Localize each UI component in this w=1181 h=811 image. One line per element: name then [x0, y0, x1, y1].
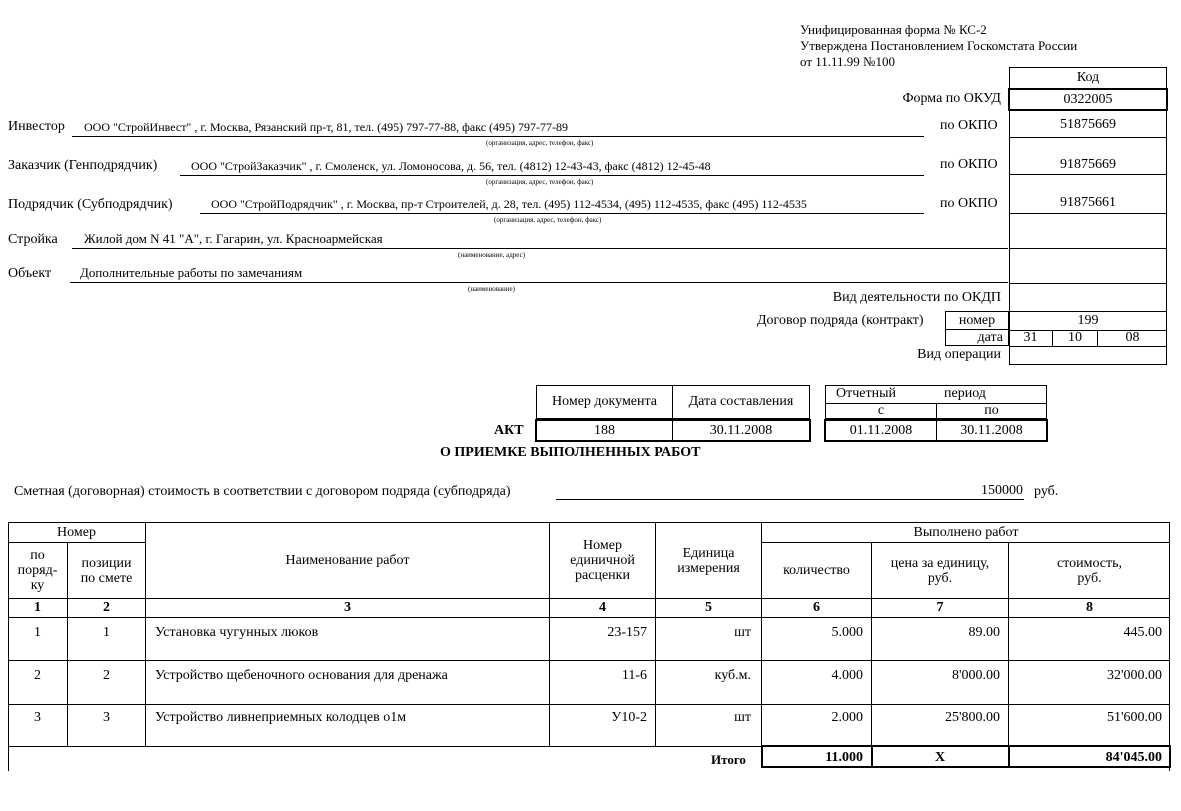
contractor-hint: (организация, адрес, телефон, факс) — [494, 216, 602, 224]
estimate-label: Сметная (договорная) стоимость в соответствии с договором подряда (субподряда) — [14, 484, 511, 499]
contract-label: Договор подряда (контракт) — [757, 313, 924, 328]
period-from: 01.11.2008 — [849, 422, 913, 438]
total-cost: 84'045.00 — [1105, 750, 1162, 765]
okpo-label-contractor: по ОКПО — [940, 196, 998, 211]
contract-date-month: 10 — [1068, 330, 1082, 345]
okud-value: 0322005 — [1063, 91, 1113, 107]
th-position: позиции по смете — [80, 555, 133, 586]
colnum: 6 — [813, 600, 820, 615]
site-label: Стройка — [8, 232, 58, 247]
investor-label: Инвестор — [8, 119, 65, 134]
row-name: Устройство ливнеприемных колодцев о1м — [155, 710, 407, 725]
row-name: Установка чугунных люков — [155, 625, 319, 640]
form-title: Унифицированная форма № КС-2 — [800, 22, 987, 37]
th-cost: стоимость, руб. — [1056, 555, 1123, 586]
total-price: Х — [934, 750, 946, 765]
okud-label: Форма по ОКУД — [902, 91, 1001, 106]
total-label: Итого — [711, 752, 746, 767]
period-to-label: по — [984, 403, 999, 418]
customer-okpo: 91875669 — [1060, 157, 1116, 172]
row-rate: 11-6 — [621, 668, 647, 683]
row-qty: 4.000 — [831, 668, 863, 683]
th-number: Номер — [57, 524, 96, 540]
contractor-label: Подрядчик (Субподрядчик) — [8, 197, 173, 212]
row-position: 1 — [103, 625, 110, 640]
doc-number-header: Номер документа — [551, 394, 658, 409]
colnum: 2 — [103, 600, 110, 615]
row-cost: 32'000.00 — [1106, 668, 1162, 683]
contract-number: 199 — [1077, 312, 1099, 328]
period-label-2: период — [944, 386, 986, 401]
number-label: номер — [958, 312, 996, 328]
row-position: 2 — [103, 668, 110, 683]
colnum: 3 — [344, 600, 351, 615]
row-position: 3 — [103, 710, 110, 725]
row-price: 89.00 — [968, 625, 1000, 640]
investor-okpo: 51875669 — [1060, 117, 1116, 132]
estimate-unit: руб. — [1034, 484, 1059, 499]
act-title: О ПРИЕМКЕ ВЫПОЛНЕННЫХ РАБОТ — [440, 445, 701, 460]
contractor-okpo: 91875661 — [1060, 195, 1116, 210]
colnum: 4 — [599, 600, 606, 615]
operation-label: Вид операции — [917, 347, 1001, 362]
row-unit: шт — [734, 710, 751, 725]
object-label: Объект — [8, 266, 52, 281]
colnum: 7 — [936, 600, 944, 615]
code-header: Код — [1076, 70, 1100, 85]
row-rate: 23-157 — [607, 625, 647, 640]
period-to: 30.11.2008 — [960, 422, 1023, 438]
th-price: цена за единицу, руб. — [890, 555, 990, 586]
contract-date-year: 08 — [1125, 330, 1140, 345]
th-unit: Единица измерения — [677, 545, 740, 576]
colnum: 8 — [1086, 600, 1093, 615]
contract-date-day: 31 — [1023, 330, 1038, 345]
row-price: 25'800.00 — [944, 710, 1000, 725]
row-cost: 445.00 — [1123, 625, 1162, 640]
object-hint: (наименование) — [468, 285, 515, 293]
colnum: 5 — [705, 600, 712, 615]
th-rate: Номер единичной расценки — [570, 538, 635, 583]
site-value: Жилой дом N 41 "А", г. Гагарин, ул. Красноармейская — [84, 231, 383, 246]
investor-value: ООО "СтройИнвест" , г. Москва, Рязанский пр-т, 81, тел. (495) 797-77-88, факс (495) 797-77-89 — [84, 120, 569, 134]
period-label-1: Отчетный — [836, 386, 896, 401]
row-qty: 2.000 — [831, 710, 863, 725]
site-hint: (наименование, адрес) — [458, 251, 526, 259]
row-unit: куб.м. — [714, 668, 751, 683]
customer-hint: (организация, адрес, телефон, факс) — [486, 178, 594, 186]
row-order: 3 — [34, 710, 41, 725]
doc-date: 30.11.2008 — [709, 422, 773, 438]
th-done: Выполнено работ — [913, 524, 1019, 540]
estimate-value: 150000 — [981, 483, 1023, 498]
period-from-label: с — [877, 403, 885, 418]
row-qty: 5.000 — [831, 625, 863, 640]
row-name: Устройство щебеночного основания для дренажа — [155, 668, 448, 683]
doc-date-header: Дата составления — [688, 394, 794, 409]
customer-value: ООО "СтройЗаказчик" , г. Смоленск, ул. Ломоносова, д. 56, тел. (4812) 12-43-43, факс (4812) 12-45-48 — [191, 159, 711, 173]
customer-label: Заказчик (Генподрядчик) — [8, 158, 158, 173]
th-order: по поряд- ку — [17, 548, 58, 593]
row-rate: У10-2 — [611, 710, 647, 725]
okpo-label-customer: по ОКПО — [940, 157, 998, 172]
date-label: дата — [977, 330, 1003, 345]
row-cost: 51'600.00 — [1106, 710, 1162, 725]
act-label: АКТ — [494, 423, 524, 438]
colnum: 1 — [34, 600, 41, 615]
okpo-label-investor: по ОКПО — [940, 118, 998, 133]
doc-number: 188 — [594, 422, 615, 438]
investor-hint: (организация, адрес, телефон, факс) — [486, 139, 594, 147]
contractor-value: ООО "СтройПодрядчик" , г. Москва, пр-т Строителей, д. 28, тел. (495) 112-4534, (495) 112-4535, факс (495) 112-4535 — [211, 197, 807, 211]
th-qty: количество — [783, 562, 850, 578]
okdp-label: Вид деятельности по ОКДП — [832, 290, 1001, 305]
object-value: Дополнительные работы по замечаниям — [80, 265, 303, 280]
row-order: 1 — [34, 625, 41, 640]
row-unit: шт — [734, 625, 751, 640]
form-approval: Утверждена Постановлением Госкомстата России — [800, 38, 1078, 53]
form-approval-date: от 11.11.99 №100 — [800, 54, 895, 69]
total-qty: 11.000 — [825, 750, 863, 765]
th-name: Наименование работ — [285, 552, 410, 568]
row-order: 2 — [34, 668, 41, 683]
row-price: 8'000.00 — [951, 668, 1000, 683]
